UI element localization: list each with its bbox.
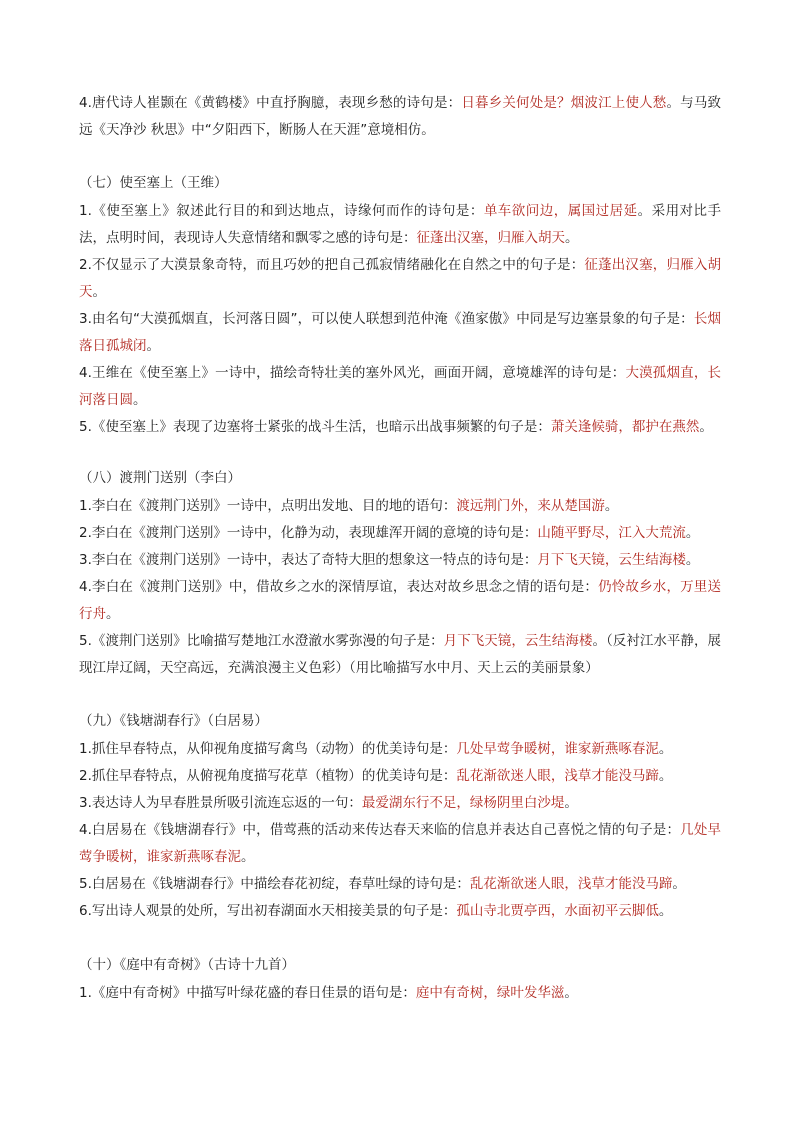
list-item [79,360,721,414]
list-item [79,736,721,763]
trailing-text: 。与马致远《天净沙 秋思》中“夕阳西下，断肠人在天涯”意境相仿。 [79,95,722,138]
question-text: 3.李白在《渡荆门送别》一诗中，表达了奇特大胆的想象这一特点的诗句是： [79,552,538,568]
answer-text: 大漠孤烟直，长河落日圆 [79,365,721,408]
answer-text: 日暮乡关何处是？烟波江上使人愁 [461,95,667,111]
question-text: 4.白居易在《钱塘湖春行》中，借莺燕的活动来传达春天来临的信息并表达自己喜悦之情的句子是： [79,822,681,838]
list-item [79,493,721,520]
list-item [79,628,721,682]
list-item [79,198,721,252]
trailing-text: 。 [146,338,160,354]
list-item [79,574,721,628]
trailing-text: 。 [658,903,673,919]
answer-text: 单车欲问边，属国过居延 [483,203,638,219]
trailing-text: 。 [564,795,578,811]
question-text: 1.抓住早春特点，从仰视角度描写禽鸟（动物）的优美诗句是： [79,741,457,757]
list-item [79,90,721,144]
answer-text: 庭中有奇树，绿叶发华滋 [415,985,565,1001]
answer-text: 月下飞天镜，云生结海楼 [443,633,593,649]
question-text: 1.《使至塞上》叙述此行目的和到达地点，诗缘何而作的诗句是： [79,203,484,219]
answer-text: 征蓬出汉塞，归雁入胡天 [79,257,721,300]
section-heading: （七）使至塞上（王维） [79,175,228,191]
answer-text: 孤山寺北贾亭西，水面初平云脚低 [456,903,659,919]
question-text: 3.表达诗人为早春胜景所吸引流连忘返的一句： [79,795,362,811]
answer-text: 萧关逢候骑，都护在燕然 [550,419,700,435]
list-item [79,306,721,360]
question-text: 4.唐代诗人崔颢在《黄鹤楼》中直抒胸臆，表现乡愁的诗句是： [79,95,462,111]
section-9 [79,708,721,925]
question-text: 5.《渡荆门送别》比喻描写楚地江水澄澈水雾弥漫的句子是： [79,633,444,649]
trailing-text: 。 [699,419,713,435]
answer-text: 仍怜故乡水，万里送行舟 [79,579,721,622]
section-10 [79,952,721,1007]
question-text: 4.李白在《渡荆门送别》中，借故乡之水的深情厚谊，表达对故乡思念之情的语句是： [79,579,599,595]
question-text: 5.《使至塞上》表现了边塞将士紧张的战斗生活，也暗示出战事频繁的句子是： [79,419,551,435]
answer-text: 几处早莺争暖树，谁家新燕啄春泥 [456,741,659,757]
list-item [79,252,721,306]
answer-text: 几处早莺争暖树，谁家新燕啄春泥 [79,822,721,865]
list-item [79,980,721,1007]
question-text: 1.《庭中有奇树》中描写叶绿花盛的春日佳景的语句是： [79,985,416,1001]
answer-text: 渡远荆门外，来从楚国游 [456,498,605,514]
list-item [79,898,721,925]
list-item [79,547,721,574]
trailing-text: 。 [658,741,673,757]
answer-text: 征蓬出汉塞，归雁入胡天 [416,230,565,246]
intro-block [79,90,721,144]
section-heading: （八）渡荆门送别（李白） [79,470,241,486]
answer-text: 长烟落日孤城闭 [79,311,722,354]
trailing-text: 。 [672,876,686,892]
question-text: 3.由名句“大漠孤烟直，长河落日圆”，可以使人联想到范仲淹《渔家傲》中同是写边塞景象的句子是： [79,311,694,327]
question-text: 2.抓住早春特点，从俯视角度描写花草（植物）的优美诗句是： [79,768,457,784]
list-item [79,414,721,441]
trailing-text: 。 [241,849,255,865]
answer-text: 乱花渐欲迷人眼，浅草才能没马蹄 [469,876,673,892]
section-8 [79,465,721,682]
question-text: 2.李白在《渡荆门送别》一诗中，化静为动，表现雄浑开阔的意境的诗句是： [79,525,538,541]
trailing-text: 。 [685,525,700,541]
trailing-text: 。 [133,392,147,408]
question-text: 6.写出诗人观景的处所，写出初春湖面水天相接美景的句子是： [79,903,457,919]
list-item [79,520,721,547]
question-text: 2.不仅显示了大漠景象奇特，而且巧妙的把自己孤寂情绪融化在自然之中的句子是： [79,257,585,273]
answer-text: 乱花渐欲迷人眼，浅草才能没马蹄 [456,768,659,784]
trailing-text: 。（反衬江水平静，展现江岸辽阔，天空高远，充满浪漫主义色彩）（用比喻描写水中月、天上云的美丽景象） [79,633,722,676]
trailing-text: 。采用对比手法，点明时间，表现诗人失意情绪和飘零之感的诗句是： [79,203,722,246]
trailing-text: 。 [565,230,579,246]
trailing-text: 。 [106,606,120,622]
question-text: 5.白居易在《钱塘湖春行》中描绘春花初绽，春草吐绿的诗句是： [79,876,470,892]
trailing-text: 。 [685,552,700,568]
list-item [79,871,721,898]
section-heading: （九）《钱塘湖春行》（白居易） [79,713,268,729]
question-text: 1.李白在《渡荆门送别》一诗中，点明出发地、目的地的语句： [79,498,457,514]
trailing-text: 。 [564,985,578,1001]
answer-text: 山随平野尽，江入大荒流 [537,525,686,541]
trailing-text: 。 [658,768,673,784]
trailing-text: 。 [604,498,619,514]
question-text: 4.王维在《使至塞上》一诗中，描绘奇特壮美的塞外风光，画面开阔，意境雄浑的诗句是： [79,365,626,381]
list-item [79,790,721,817]
section-7 [79,170,721,441]
answer-text: 最爱湖东行不足，绿杨阴里白沙堤 [361,795,565,811]
list-item [79,817,721,871]
list-item [79,763,721,790]
section-heading: （十）《庭中有奇树》（古诗十九首） [79,957,295,973]
answer-text: 月下飞天镜，云生结海楼 [537,552,686,568]
trailing-text: 。 [92,284,106,300]
